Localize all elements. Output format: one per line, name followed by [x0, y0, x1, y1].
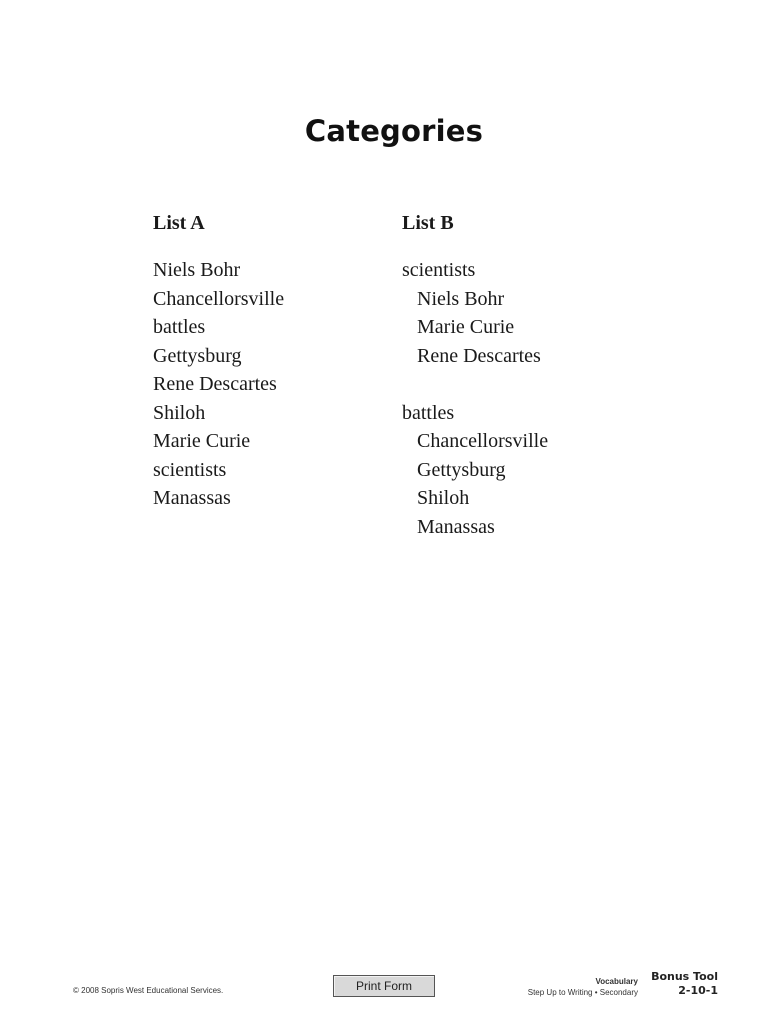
footer-tool-id — [651, 970, 718, 998]
list-a-items — [153, 256, 284, 513]
list-item: Niels Bohr — [153, 259, 241, 281]
list-item: Manassas — [153, 487, 231, 509]
list-item: Chancellorsville — [417, 430, 549, 452]
list-item: Niels Bohr — [417, 287, 505, 310]
footer-series-label: Step Up to Writing • Secondary — [527, 988, 638, 997]
list-item: Marie Curie — [417, 316, 515, 338]
category-group-battles — [402, 399, 548, 542]
category-members — [402, 285, 548, 371]
category-title: battles — [402, 401, 455, 424]
category-group-scientists — [402, 256, 548, 370]
list-item: Marie Curie — [153, 430, 251, 452]
list-item: Shiloh — [417, 487, 470, 509]
list-a-heading: List A — [153, 212, 205, 234]
category-title: scientists — [402, 259, 476, 281]
bonus-tool-label: Bonus Tool — [651, 970, 718, 983]
list-item: Gettysburg — [417, 458, 506, 481]
list-item: Gettysburg — [153, 344, 242, 367]
list-item: Rene Descartes — [153, 373, 277, 395]
list-item: battles — [153, 316, 206, 338]
footer-section-label: Vocabulary — [595, 977, 638, 986]
copyright-notice: © 2008 Sopris West Educational Services. — [73, 986, 224, 995]
list-item: Chancellorsville — [153, 287, 285, 310]
footer-series-info — [528, 977, 638, 998]
list-item: Shiloh — [153, 401, 206, 424]
list-item: Rene Descartes — [417, 344, 541, 367]
list-b — [402, 210, 548, 570]
bonus-tool-number: 2-10-1 — [678, 984, 718, 997]
list-a — [153, 210, 284, 513]
list-item: Manassas — [417, 515, 495, 538]
print-form-button[interactable]: Print Form — [333, 975, 435, 997]
category-members — [402, 427, 548, 541]
page-title: Categories — [304, 114, 484, 148]
list-b-heading: List B — [402, 212, 454, 234]
list-item: scientists — [153, 458, 227, 481]
